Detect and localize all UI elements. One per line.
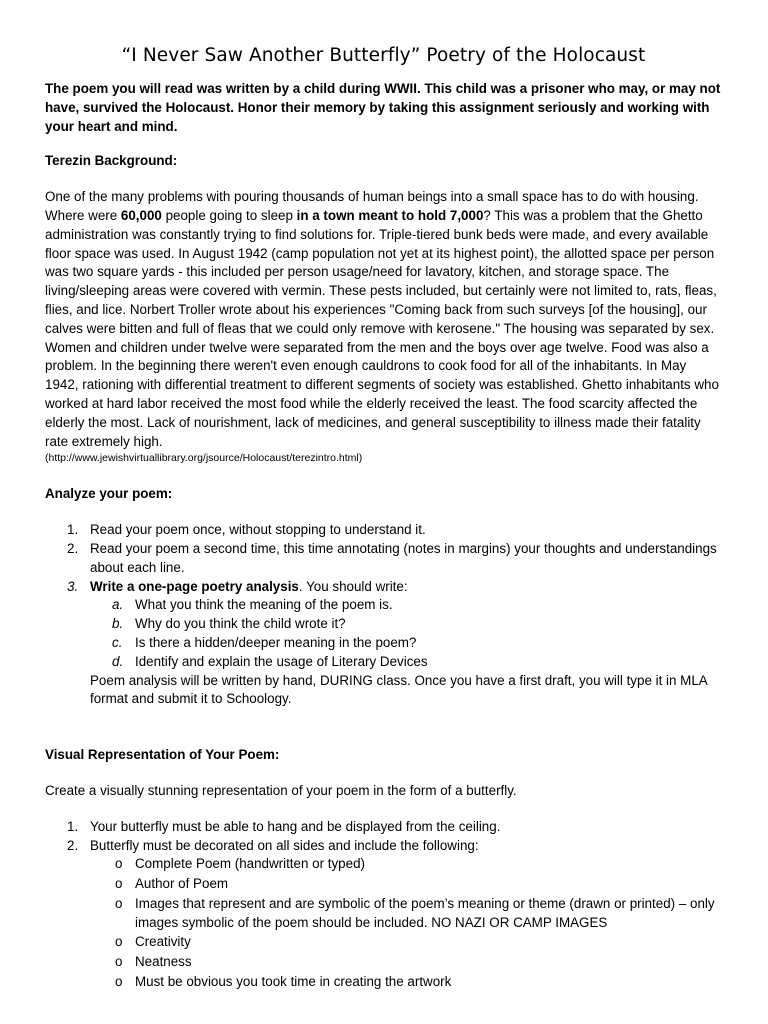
bullet-marker: o	[115, 954, 123, 970]
background-paragraph	[45, 188, 722, 451]
requirement-text: Must be obvious you took time in creating the artwork	[135, 974, 452, 990]
list-text-bold: Write a one-page poetry analysis	[90, 578, 299, 594]
sublist-item	[90, 634, 722, 653]
requirement-text: Author of Poem	[135, 876, 229, 892]
requirement-item	[45, 895, 722, 933]
sublist-item	[90, 615, 722, 634]
list-number: 2.	[67, 540, 79, 556]
sublist-letter: c.	[112, 634, 123, 650]
list-item	[45, 540, 722, 578]
requirement-item	[45, 973, 722, 992]
requirement-text: Neatness	[135, 954, 192, 970]
visual-intro: Create a visually stunning representation of your poem in the form of a butterfly.	[45, 782, 517, 798]
sublist-letter: a.	[112, 597, 124, 613]
visual-list	[45, 818, 722, 856]
bullet-marker: o	[115, 856, 123, 872]
list-item	[45, 837, 722, 856]
analyze-heading: Analyze your poem:	[45, 486, 173, 502]
background-bold-population: 60,000	[120, 207, 162, 223]
bullet-marker: o	[115, 895, 123, 911]
bullet-marker: o	[115, 876, 123, 892]
sublist-text: Why do you think the child wrote it?	[135, 616, 346, 632]
list-number: 2.	[67, 837, 79, 853]
background-bold-capacity: in a town meant to hold 7,000	[296, 207, 484, 223]
requirement-text: Images that represent and are symbolic of the poem’s meaning or theme (drawn or printed) – only images symbolic of the poem should be included. NO NAZI OR CAMP IMAGES	[135, 895, 715, 930]
list-item	[45, 578, 722, 672]
requirement-text: Complete Poem (handwritten or typed)	[135, 856, 365, 872]
list-text: Butterfly must be decorated on all sides and include the following:	[90, 837, 479, 853]
list-number: 1.	[67, 522, 79, 538]
sublist-text: Identify and explain the usage of Literary Devices	[135, 653, 428, 669]
section-spacer	[45, 709, 722, 746]
requirement-item	[45, 855, 722, 874]
list-text: Read your poem a second time, this time annotating (notes in margins) your thoughts and understandings about each line.	[90, 540, 717, 575]
list-number: 1.	[67, 818, 79, 834]
requirement-item	[45, 953, 722, 972]
visual-heading: Visual Representation of Your Poem:	[45, 747, 280, 763]
background-heading: Terezin Background:	[45, 153, 178, 169]
background-text-1: One of the many problems with pouring thousands of human beings into a small space has to do with housing. Where were	[45, 189, 699, 223]
page-title: “I Never Saw Another Butterfly” Poetry of the Holocaust	[121, 45, 646, 66]
sublist-item	[90, 596, 722, 615]
analysis-sublist	[90, 596, 722, 671]
requirement-item	[45, 933, 722, 952]
list-item	[45, 818, 722, 837]
list-text: Your butterfly must be able to hang and be displayed from the ceiling.	[90, 818, 501, 834]
analyze-list	[45, 521, 722, 671]
sublist-text: Is there a hidden/deeper meaning in the poem?	[135, 634, 417, 650]
sublist-item	[90, 653, 722, 672]
sublist-letter: b.	[112, 616, 124, 632]
bullet-marker: o	[115, 934, 123, 950]
source-citation: (http://www.jewishvirtuallibrary.org/jsource/Holocaust/terezintro.html)	[45, 452, 363, 465]
background-text-3: ? This was a problem that the Ghetto administration was constantly trying to find solutions for. Triple-tiered bunk beds were made, and every available floor space was used. In August 1942 (camp population not yet at its highest point), the allotted space per person was two square yards - this included per person usage/need for lavatory, kitchen, and storage space. The living/sleeping areas were covered with vermin. These pests included, but certainly were not limited to, rats, fleas, flies, and lice. Norbert Troller wrote about his experiences "Coming back from such surveys [of the housing], our calves were bitten and full of fleas that we could only remove with kerosene." The housing was separated by sex. Women and children under twelve were separated from the men and the boys over age twelve. Food was also a problem. In the beginning there weren't even enough cauldrons to cook food for all of the inhabitants. In May 1942, rationing with differential treatment to different segments of society was established. Ghetto inhabitants who worked at hard labor received the most food while the elderly received the least. The food scarcity affected the elderly the most. Lack of nourishment, lack of medicines, and general susceptibility to illness made their fatality rate extremely high.	[45, 207, 719, 449]
analysis-note: Poem analysis will be written by hand, DURING class. Once you have a first draft, you will type it in MLA format and submit it to Schoology.	[90, 672, 707, 707]
list-text: . You should write:	[298, 578, 408, 594]
sublist-letter: d.	[112, 653, 124, 669]
requirements-list	[45, 855, 722, 992]
paragraph-spacer	[45, 801, 722, 818]
list-item	[45, 521, 722, 540]
bullet-marker: o	[115, 974, 123, 990]
intro-paragraph: The poem you will read was written by a child during WWII. This child was a prisoner who may, or may not have, survived the Holocaust. Honor their memory by taking this assignment seriously and working with your heart and mind.	[45, 81, 721, 134]
requirement-text: Creativity	[135, 934, 191, 950]
list-number: 3.	[67, 578, 79, 594]
list-text: Read your poem once, without stopping to understand it.	[90, 522, 426, 538]
requirement-item	[45, 875, 722, 894]
background-text-2: people going to sleep	[161, 207, 297, 223]
sublist-text: What you think the meaning of the poem is.	[135, 597, 393, 613]
